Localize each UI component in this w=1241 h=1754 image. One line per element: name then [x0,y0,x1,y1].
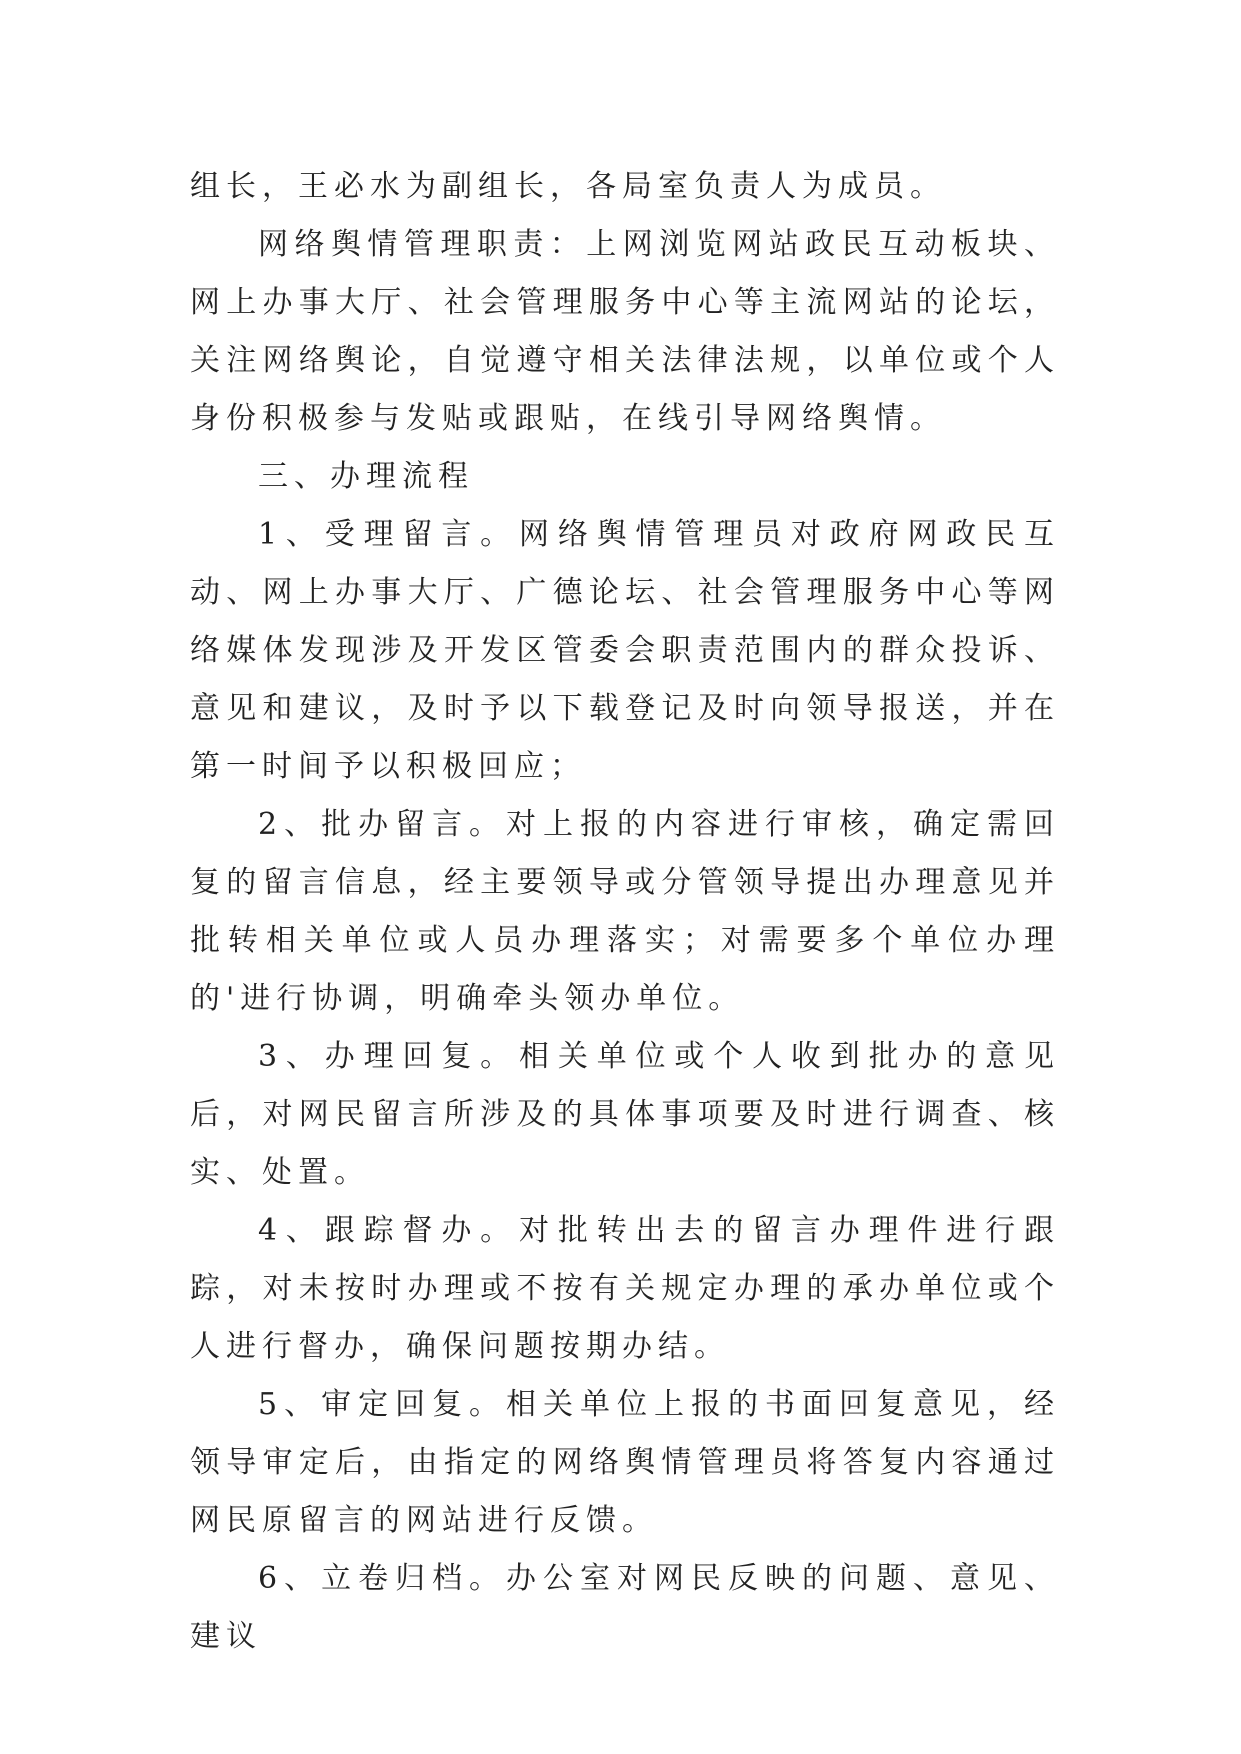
paragraph-step-2: 2、批办留言。对上报的内容进行审核，确定需回复的留言信息，经主要领导或分管领导提出办理意见并批转相关单位或人员办理落实；对需要多个单位办理的'进行协调，明确牵头领办单位。 [190,807,1060,1016]
paragraph-step-5: 5、审定回复。相关单位上报的书面回复意见，经领导审定后，由指定的网络舆情管理员将答复内容通过网民原留言的网站进行反馈。 [190,1387,1060,1538]
paragraph-duties: 网络舆情管理职责：上网浏览网站政民互动板块、网上办事大厅、社会管理服务中心等主流网站的论坛，关注网络舆论，自觉遵守相关法律法规，以单位或个人身份积极参与发贴或跟贴，在线引导网络舆情。 [190,227,1060,436]
document-body [190,158,1060,1666]
paragraph-team-members: 组长，王必水为副组长，各局室负责人为成员。 [190,169,946,204]
paragraph-step-3: 3、办理回复。相关单位或个人收到批办的意见后，对网民留言所涉及的具体事项要及时进行调查、核实、处置。 [190,1039,1060,1190]
paragraph-step-4: 4、跟踪督办。对批转出去的留言办理件进行跟踪，对未按时办理或不按有关规定办理的承办单位或个人进行督办，确保问题按期办结。 [190,1213,1060,1364]
paragraph-step-1: 1、受理留言。网络舆情管理员对政府网政民互动、网上办事大厅、广德论坛、社会管理服务中心等网络媒体发现涉及开发区管委会职责范围内的群众投诉、意见和建议，及时予以下载登记及时向领导报送，并在第一时间予以积极回应； [190,517,1060,784]
paragraph-step-6: 6、立卷归档。办公室对网民反映的问题、意见、建议 [190,1561,1060,1654]
section-heading-process: 三、办理流程 [258,459,474,494]
